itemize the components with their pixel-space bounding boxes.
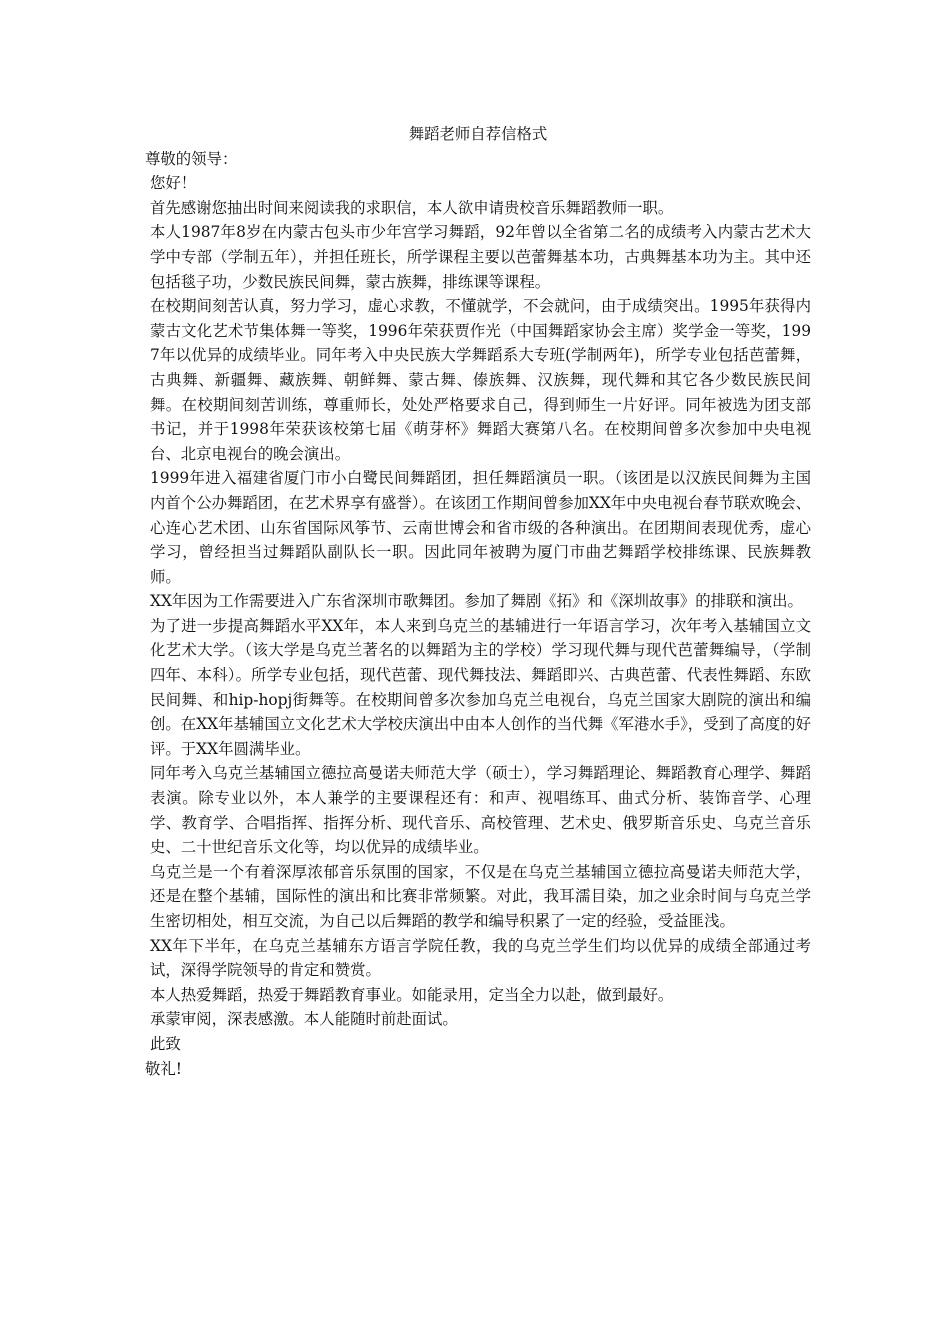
greeting: 您好！ bbox=[150, 174, 197, 193]
page-title: 舞蹈老师自荐信格式 bbox=[408, 125, 548, 143]
paragraph: XX年因为工作需要进入广东省深圳市歌舞团。参加了舞剧《拓》和《深圳故事》的排联和演出。 bbox=[150, 592, 803, 611]
paragraph: 同年考入乌克兰基辅国立德拉高曼诺夫师范大学（硕士），学习舞蹈理论、舞蹈教育心理学、舞蹈表演。除专业以外，本人兼学的主要课程还有：和声、视唱练耳、曲式分析、装饰音学、心理学、教育学、合唱指挥、指挥分析、现代音乐、高校管理、艺术史、俄罗斯音乐史、乌克兰音乐史、二十世纪音乐文化等，均以优异的成绩毕业。 bbox=[150, 764, 811, 857]
letter-body bbox=[145, 122, 811, 1081]
closing: 此致 bbox=[150, 1034, 181, 1053]
salutation: 尊敬的领导： bbox=[145, 149, 238, 168]
paragraph: 1999年进入福建省厦门市小白鹭民间舞蹈团，担任舞蹈演员一职。（该团是以汉族民间舞为主国内首个公办舞蹈团，在艺术界享有盛誉）。在该团工作期间曾参加XX年中央电视台春节联欢晚会、心连心艺术团、山东省国际风筝节、云南世博会和省市级的各种演出。在团期间表现优秀，虚心学习，曾经担当过舞蹈队副队长一职。因此同年被聘为厦门市曲艺舞蹈学校排练课、民族舞教师。 bbox=[150, 469, 811, 586]
paragraph: 本人1987年8岁在内蒙古包头市少年宫学习舞蹈，92年曾以全省第二名的成绩考入内蒙古艺术大学中专部（学制五年），并担任班长，所学课程主要以芭蕾舞基本功，古典舞基本功为主。其中还包括毯子功，少数民族民间舞，蒙古族舞，排练课等课程。 bbox=[150, 223, 811, 291]
paragraph: 本人热爱舞蹈，热爱于舞蹈教育事业。如能录用，定当全力以赴，做到最好。 bbox=[150, 985, 674, 1004]
paragraph: 乌克兰是一个有着深厚浓郁音乐氛围的国家，不仅是在乌克兰基辅国立德拉高曼诺夫师范大学，还是在整个基辅，国际性的演出和比赛非常频繁。对此，我耳濡目染，加之业余时间与乌克兰学生密切相处，相互交流，为自己以后舞蹈的教学和编导积累了一定的经验，受益匪浅。 bbox=[150, 862, 811, 930]
paragraph: 在校期间刻苦认真，努力学习，虚心求教，不懂就学，不会就问，由于成绩突出。1995年获得内蒙古文化艺术节集体舞一等奖，1996年荣获贾作光（中国舞蹈家协会主席）奖学金一等奖，1997年以优异的成绩毕业。同年考入中央民族大学舞蹈系大专班(学制两年)，所学专业包括芭蕾舞，古典舞、新疆舞、藏族舞、朝鲜舞、蒙古舞、傣族舞、汉族舞，现代舞和其它各少数民族民间舞。在校期间刻苦训练，尊重师长，处处严格要求自己，得到师生一片好评。同年被选为团支部书记，并于1998年荣获该校第七届《萌芽杯》舞蹈大赛第八名。在校期间曾多次参加中央电视台、北京电视台的晚会演出。 bbox=[150, 297, 811, 463]
paragraph: XX年下半年，在乌克兰基辅东方语言学院任教，我的乌克兰学生们均以优异的成绩全部通过考试，深得学院领导的肯定和赞赏。 bbox=[150, 936, 811, 980]
regards: 敬礼! bbox=[145, 1059, 182, 1078]
paragraph: 为了进一步提高舞蹈水平XX年，本人来到乌克兰的基辅进行一年语言学习，次年考入基辅国立文化艺术大学。（该大学是乌克兰著名的以舞蹈为主的学校）学习现代舞与现代芭蕾舞编导，（学制四年、本科）。所学专业包括，现代芭蕾、现代舞技法、舞蹈即兴、古典芭蕾、代表性舞蹈、东欧民间舞、和hip-hopj街舞等。在校期间曾多次参加乌克兰电视台，乌克兰国家大剧院的演出和编创。在XX年基辅国立文化艺术大学校庆演出中由本人创作的当代舞《军港水手》，受到了高度的好评。于XX年圆满毕业。 bbox=[150, 616, 811, 758]
paragraph: 首先感谢您抽出时间来阅读我的求职信，本人欲申请贵校音乐舞蹈教师一职。 bbox=[150, 198, 674, 217]
paragraph: 承蒙审阅，深表感激。本人能随时前赴面试。 bbox=[150, 1010, 458, 1029]
